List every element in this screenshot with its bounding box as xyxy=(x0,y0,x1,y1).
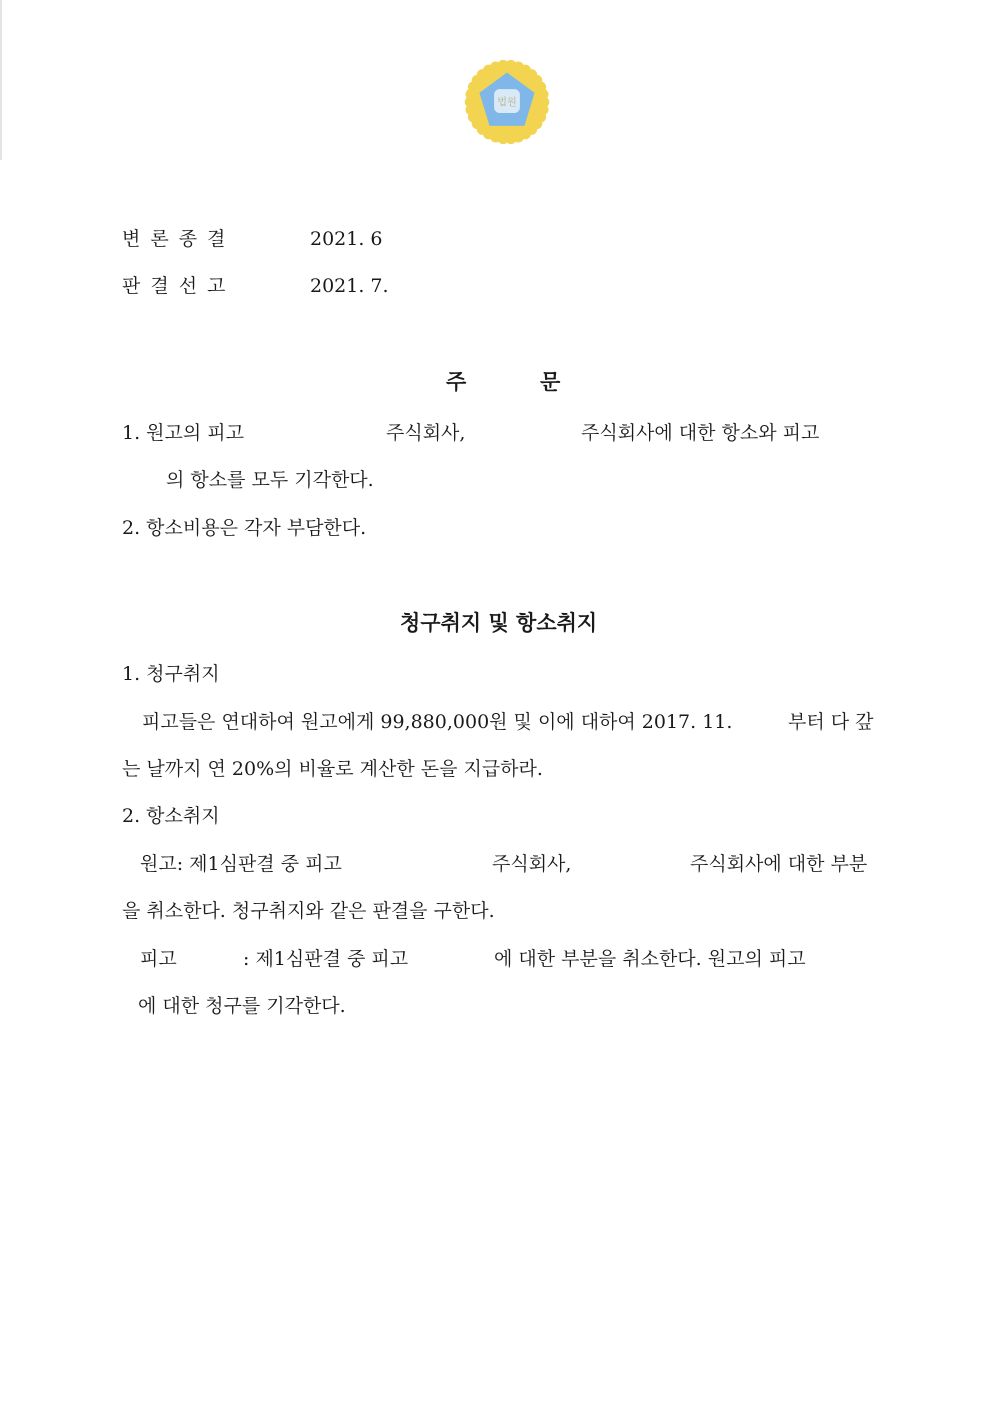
defendant-appeal-continuation: 에 대한 청구를 기각한다. xyxy=(138,995,346,1017)
court-emblem-icon xyxy=(461,56,553,148)
defendant-appeal-text1: : 제1심판결 중 피고 xyxy=(243,948,409,970)
emblem-text: 법원 xyxy=(497,97,517,109)
claim-heading: 1. 청구취지 xyxy=(122,663,220,685)
appeal-heading: 2. 항소취지 xyxy=(122,805,220,827)
plaintiff-appeal-continuation: 을 취소한다. 청구취지와 같은 판결을 구한다. xyxy=(122,900,495,922)
claim-line1-part1: 피고들은 연대하여 원고에게 99,880,000원 및 이에 대하여 2017. 11. xyxy=(142,711,733,733)
claim-line1-part2: 부터 다 갚 xyxy=(788,711,874,733)
order-item2: 2. 항소비용은 각자 부담한다. xyxy=(122,517,367,539)
order-item1-continuation: 의 항소를 모두 기각한다. xyxy=(166,469,374,491)
closing-date: 2021. 6 xyxy=(310,228,383,250)
plaintiff-appeal-company-b: 주식회사에 대한 부분 xyxy=(690,853,868,875)
plaintiff-appeal-prefix: 원고: 제1심판결 중 피고 xyxy=(140,853,342,875)
order-item1-company-b: 주식회사에 대한 항소와 피고 xyxy=(581,422,820,444)
order-title-right: 문 xyxy=(540,369,561,394)
defendant-appeal-label: 피고 xyxy=(140,948,177,970)
closing-label: 변론종결 xyxy=(122,228,236,250)
ruling-date: 2021. 7. xyxy=(310,275,389,297)
ruling-label: 판결선고 xyxy=(122,275,236,297)
claims-title: 청구취지 및 항소취지 xyxy=(400,610,598,635)
page-edge-line xyxy=(0,0,2,160)
claim-line2: 는 날까지 연 20%의 비율로 계산한 돈을 지급하라. xyxy=(122,758,543,780)
plaintiff-appeal-company-a: 주식회사, xyxy=(492,853,572,875)
order-title-left: 주 xyxy=(446,369,467,394)
order-item1-company-a: 주식회사, xyxy=(386,422,466,444)
order-item1-prefix: 1. 원고의 피고 xyxy=(122,422,244,444)
defendant-appeal-text2: 에 대한 부분을 취소한다. 원고의 피고 xyxy=(494,948,806,970)
